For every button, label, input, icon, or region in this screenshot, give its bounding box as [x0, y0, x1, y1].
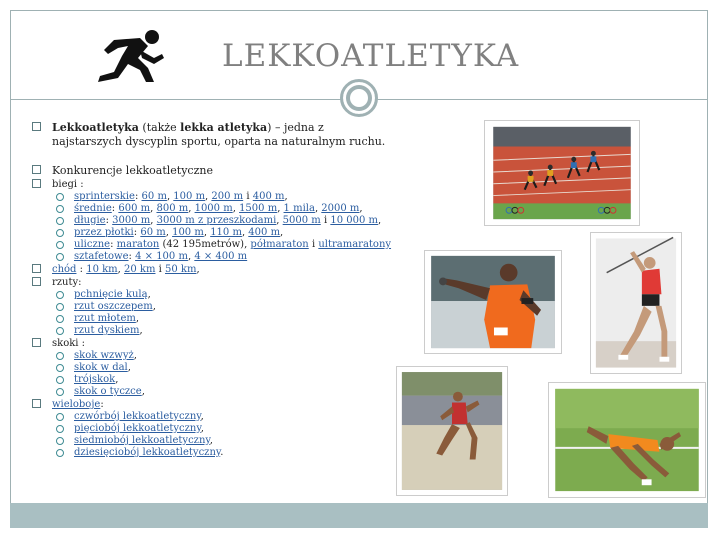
list-item: średnie: 600 m, 800 m, 1000 m, 1500 m, 1 mila, 2000 m,	[32, 203, 452, 215]
javelin-photo	[590, 232, 682, 374]
circle-bullet-icon	[56, 303, 64, 311]
wieloboje-item: wieloboje:	[32, 398, 452, 411]
separator-text: :	[110, 239, 117, 250]
shot-put-photo	[424, 250, 562, 354]
list-item: pchnięcie kulą,	[32, 289, 452, 301]
circle-bullet-icon	[56, 449, 64, 457]
link-sprinterskie[interactable]: sprinterskie	[74, 191, 135, 202]
competitions-heading	[32, 164, 452, 178]
intro-bullet	[32, 121, 452, 149]
rzuty-label: rzuty:	[52, 277, 82, 288]
intro-text: (także	[138, 121, 181, 134]
list-item: sprinterskie: 60 m, 100 m, 200 m i 400 m,	[32, 191, 452, 203]
link-skok-o-tyczce[interactable]: skok o tyczce	[74, 386, 142, 397]
link-60m[interactable]: 60 m	[141, 191, 167, 202]
circle-bullet-icon	[56, 241, 64, 249]
list-item: rzut oszczepem,	[32, 301, 452, 313]
content-area	[32, 121, 452, 459]
separator-text: :	[105, 215, 113, 226]
chod-item	[32, 263, 452, 276]
link-10000m[interactable]: 10 000 m	[330, 215, 378, 226]
end-text: ,	[378, 215, 382, 226]
end-text: ,	[280, 227, 284, 238]
link-polmaraton[interactable]: półmaraton	[250, 239, 309, 250]
link-ultramaratony[interactable]: ultramaratony	[318, 239, 392, 250]
link-1-mila[interactable]: 1 mila	[283, 203, 315, 214]
separator-text: ,	[187, 251, 195, 262]
link-dziesiecioboj[interactable]: dziesięciobój lekkoatletyczny	[74, 447, 221, 458]
bottom-band	[10, 503, 708, 528]
list-item: skok w dal,	[32, 362, 452, 374]
maraton-note: (42 195metrów),	[159, 239, 251, 250]
link-5000m[interactable]: 5000 m	[282, 215, 321, 226]
term-lekkoatletyka: Lekkoatletyka	[52, 121, 139, 134]
list-item: trójskok,	[32, 374, 452, 386]
list-item	[32, 239, 452, 251]
link-dlugie[interactable]: długie	[74, 215, 106, 226]
list-item: rzut dyskiem,	[32, 325, 452, 337]
link-20km[interactable]: 20 km	[124, 264, 156, 275]
link-600m[interactable]: 600 m	[118, 203, 151, 214]
link-50km[interactable]: 50 km	[165, 264, 197, 275]
link-10km[interactable]: 10 km	[86, 264, 118, 275]
list-item: dziesięciobój lekkoatletyczny.	[32, 447, 452, 459]
end-text: ,	[284, 191, 288, 202]
link-czworboj[interactable]: czwórbój lekkoatletyczny	[74, 411, 201, 422]
link-200m[interactable]: 200 m	[211, 191, 244, 202]
joiner-text: i	[320, 215, 331, 226]
intro-text-end: ) – jedna z	[267, 121, 324, 134]
square-bullet-icon	[32, 399, 41, 408]
link-100m-plotki[interactable]: 100 m	[172, 227, 204, 238]
link-skok-wzwyz[interactable]: skok wzwyż	[74, 350, 134, 361]
link-piecioboj[interactable]: pięciobój lekkoatletyczny	[74, 423, 201, 434]
square-bullet-icon	[32, 122, 41, 131]
link-uliczne[interactable]: uliczne	[74, 239, 111, 250]
separator-text: ,	[117, 264, 125, 275]
list-item: skok o tyczce,	[32, 386, 452, 398]
rzuty-item	[32, 276, 452, 289]
list-item: czwórbój lekkoatletyczny,	[32, 411, 452, 423]
circle-bullet-icon	[56, 205, 64, 213]
link-400m[interactable]: 400 m	[252, 191, 285, 202]
slide-title: LEKKOATLETYKA	[222, 38, 520, 74]
sprint-race-photo	[484, 120, 640, 226]
list-item: rzut młotem,	[32, 313, 452, 325]
square-bullet-icon	[32, 277, 41, 286]
link-sztafetowe[interactable]: sztafetowe	[74, 251, 129, 262]
separator-text: :	[111, 203, 119, 214]
joiner-text: i	[243, 191, 253, 202]
list-item: przez płotki: 60 m, 100 m, 110 m, 400 m,	[32, 227, 452, 239]
skoki-label: skoki :	[52, 338, 86, 349]
circle-bullet-icon	[56, 352, 64, 360]
high-jump-photo	[548, 382, 706, 498]
circle-bullet-icon	[56, 413, 64, 421]
link-110m-plotki[interactable]: 110 m	[210, 227, 242, 238]
list-item	[32, 251, 452, 263]
link-60m-plotki[interactable]: 60 m	[140, 227, 166, 238]
biegi-item	[32, 178, 452, 191]
square-bullet-icon	[32, 264, 41, 273]
link-pchniecie-kula[interactable]: pchnięcie kulą	[74, 289, 148, 300]
separator-text: :	[128, 251, 136, 262]
link-rzut-oszczepem[interactable]: rzut oszczepem	[74, 301, 153, 312]
separator-text: :	[133, 227, 141, 238]
list-item: skok wzwyż,	[32, 350, 452, 362]
link-100m[interactable]: 100 m	[173, 191, 206, 202]
skoki-item	[32, 337, 452, 350]
square-bullet-icon	[32, 179, 41, 188]
link-400m-plotki[interactable]: 400 m	[248, 227, 281, 238]
link-siedmioboj[interactable]: siedmiobój lekkoatletyczny	[74, 435, 210, 446]
square-bullet-icon	[32, 165, 41, 174]
term-lekka-atletyka: lekka atletyka	[180, 121, 268, 134]
link-trojskok[interactable]: trójskok	[74, 374, 116, 385]
separator-text: :	[76, 264, 87, 275]
link-800m[interactable]: 800 m	[156, 203, 189, 214]
link-3000m[interactable]: 3000 m	[112, 215, 151, 226]
link-2000m[interactable]: 2000 m	[321, 203, 360, 214]
list-item: siedmiobój lekkoatletyczny,	[32, 435, 452, 447]
runner-icon	[92, 28, 168, 84]
link-chod[interactable]: chód	[52, 264, 77, 275]
ring-ornament	[340, 79, 378, 117]
link-4x100m[interactable]: 4 × 100 m	[135, 251, 188, 262]
circle-bullet-icon	[56, 291, 64, 299]
circle-bullet-icon	[56, 327, 64, 335]
intro-line2: najstarszych dyscyplin sportu, oparta na naturalnym ruchu.	[52, 135, 386, 148]
square-bullet-icon	[32, 338, 41, 347]
circle-bullet-icon	[56, 315, 64, 323]
circle-bullet-icon	[56, 376, 64, 384]
circle-bullet-icon	[56, 437, 64, 445]
circle-bullet-icon	[56, 388, 64, 396]
joiner-text: ,	[276, 215, 283, 226]
link-3000m-przeszkody[interactable]: 3000 m z przeszkodami	[156, 215, 277, 226]
competitions-heading-text: Konkurencje lekkoatletyczne	[52, 164, 213, 177]
circle-bullet-icon	[56, 425, 64, 433]
link-rzut-mlotem[interactable]: rzut młotem	[74, 313, 136, 324]
link-wieloboje[interactable]: wieloboje	[52, 399, 101, 410]
end-text: ,	[196, 264, 200, 275]
biegi-label: biegi :	[52, 179, 84, 190]
link-skok-w-dal[interactable]: skok w dal	[74, 362, 128, 373]
list-item: długie: 3000 m, 3000 m z przeszkodami, 5000 m i 10 000 m,	[32, 215, 452, 227]
link-srednie[interactable]: średnie	[74, 203, 112, 214]
link-rzut-dyskiem[interactable]: rzut dyskiem	[74, 325, 140, 336]
circle-bullet-icon	[56, 217, 64, 225]
long-jump-photo	[396, 366, 508, 496]
joiner-text: i	[155, 264, 166, 275]
separator-text: :	[134, 191, 142, 202]
joiner-text: i	[308, 239, 319, 250]
link-4x400m[interactable]: 4 × 400 m	[194, 251, 248, 262]
circle-bullet-icon	[56, 253, 64, 261]
link-1500m[interactable]: 1500 m	[239, 203, 278, 214]
circle-bullet-icon	[56, 193, 64, 201]
link-przez-plotki[interactable]: przez płotki	[74, 227, 134, 238]
circle-bullet-icon	[56, 229, 64, 237]
circle-bullet-icon	[56, 364, 64, 372]
list-item: pięciobój lekkoatletyczny,	[32, 423, 452, 435]
link-maraton[interactable]: maraton	[116, 239, 160, 250]
end-text: ,	[359, 203, 363, 214]
link-1000m[interactable]: 1000 m	[194, 203, 233, 214]
